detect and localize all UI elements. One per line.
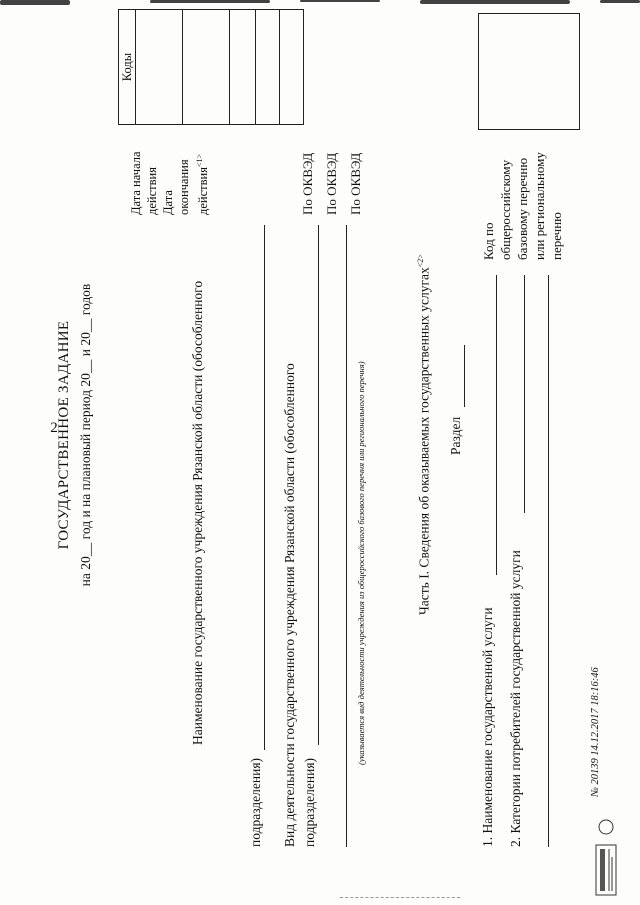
end-date-wrap [160, 135, 211, 215]
start-date-cell[interactable] [136, 10, 183, 125]
okved-label-1: По ОКВЭД [300, 152, 315, 215]
document-signature: № 20139 14.12.2017 18:16:46 [590, 667, 601, 797]
activity-type-line [318, 225, 319, 745]
end-date-cell[interactable] [183, 10, 230, 125]
okved-cell-2[interactable] [256, 10, 280, 125]
consumer-category-extra-line [548, 275, 549, 847]
okved-label-3: По ОКВЭД [348, 152, 363, 215]
institution-name-label-cont: подразделения) [248, 757, 263, 847]
part-one-heading-text: Часть I. Сведения об оказываемых государственных услугах [416, 267, 432, 615]
activity-type-label: Вид деятельности государственного учреждения Рязанской области (обособленного [282, 363, 297, 847]
institution-name-label: Наименование государственного учреждения Рязанской области (обособленного [190, 280, 205, 745]
registration-stamp-icon [590, 807, 620, 897]
codes-table [118, 9, 304, 125]
start-date-label: Дата начала действия [129, 151, 159, 215]
page-number: 2 [50, 420, 58, 436]
document-subtitle: на 20__ год и на плановый период 20__ и 20__ годов [78, 283, 93, 587]
section-label: Раздел [448, 416, 463, 455]
part-one-footnote: <2> [416, 254, 425, 268]
base-list-code-label: Код по общероссийскому базовому перечню или региональному перечню [481, 152, 564, 260]
okved-cell-1[interactable] [230, 10, 256, 125]
date-labels [128, 127, 211, 215]
activity-note: (указывается вид деятельности учреждения из общероссийского базового перечня или регионального перечня) [356, 361, 366, 765]
okved-label-2: По ОКВЭД [324, 152, 339, 215]
end-date-label: Дата окончания действия [161, 159, 211, 215]
document-title: ГОСУДАРСТВЕННОЕ ЗАДАНИЕ [56, 320, 72, 550]
service-name-line [496, 275, 497, 575]
part-one-heading [416, 254, 433, 615]
consumer-category-line [524, 275, 525, 513]
activity-extra-line [346, 225, 347, 847]
consumer-category-label: 2. Категории потребителей государственной услуги [508, 550, 523, 847]
end-date-footnote: <1> [195, 154, 204, 168]
service-name-label: 1. Наименование государственной услуги [480, 607, 495, 847]
base-list-code-box[interactable] [478, 13, 580, 130]
section-number-line [464, 345, 465, 407]
okved-cell-3[interactable] [280, 10, 304, 125]
activity-type-label-cont: подразделения) [302, 757, 317, 847]
institution-name-line [264, 225, 265, 750]
codes-header: Коды [119, 10, 136, 125]
